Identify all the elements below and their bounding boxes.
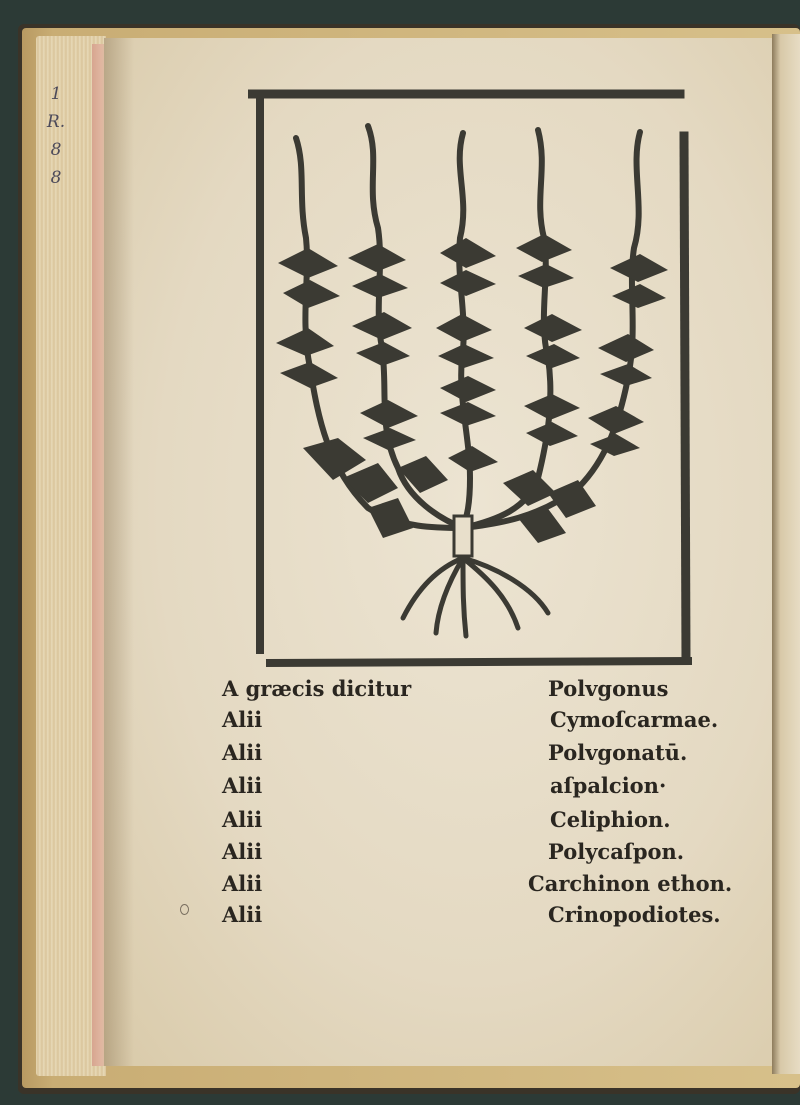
entry-label: Alii	[222, 807, 263, 832]
root-crown	[454, 516, 472, 556]
entry-name: Crinopodiotes.	[548, 902, 721, 927]
shelfmark-line: 1	[50, 84, 62, 104]
woodcut-illustration	[248, 88, 694, 670]
entry-name: Polvgonatū.	[548, 740, 688, 765]
entry-name: Polycaſpon.	[548, 839, 685, 864]
entry-name: Cymoſcarmae.	[550, 707, 719, 732]
shelfmark-line: 8	[50, 140, 62, 160]
entry-name: Polvgonus	[548, 676, 669, 701]
entry-label: Alii	[222, 839, 263, 864]
shelfmark	[46, 80, 66, 192]
entry-name: aſpalcion·	[550, 773, 667, 798]
entry-label: A græcis dicitur	[222, 676, 412, 701]
ink-mark	[180, 904, 189, 915]
shelfmark-line: 8	[50, 168, 62, 188]
entry-label: Alii	[222, 902, 263, 927]
page-gutter-shadow	[104, 38, 134, 1066]
entry-name: Celiphion.	[550, 807, 671, 832]
plant-roots	[403, 528, 548, 636]
entry-label: Alii	[222, 773, 263, 798]
facing-page-edge	[772, 34, 800, 1074]
entry-label: Alii	[222, 740, 263, 765]
shelfmark-line: R.	[46, 112, 66, 132]
entry-label: Alii	[222, 707, 263, 732]
entry-name: Carchinon ethon.	[528, 871, 733, 896]
entry-label: Alii	[222, 871, 263, 896]
